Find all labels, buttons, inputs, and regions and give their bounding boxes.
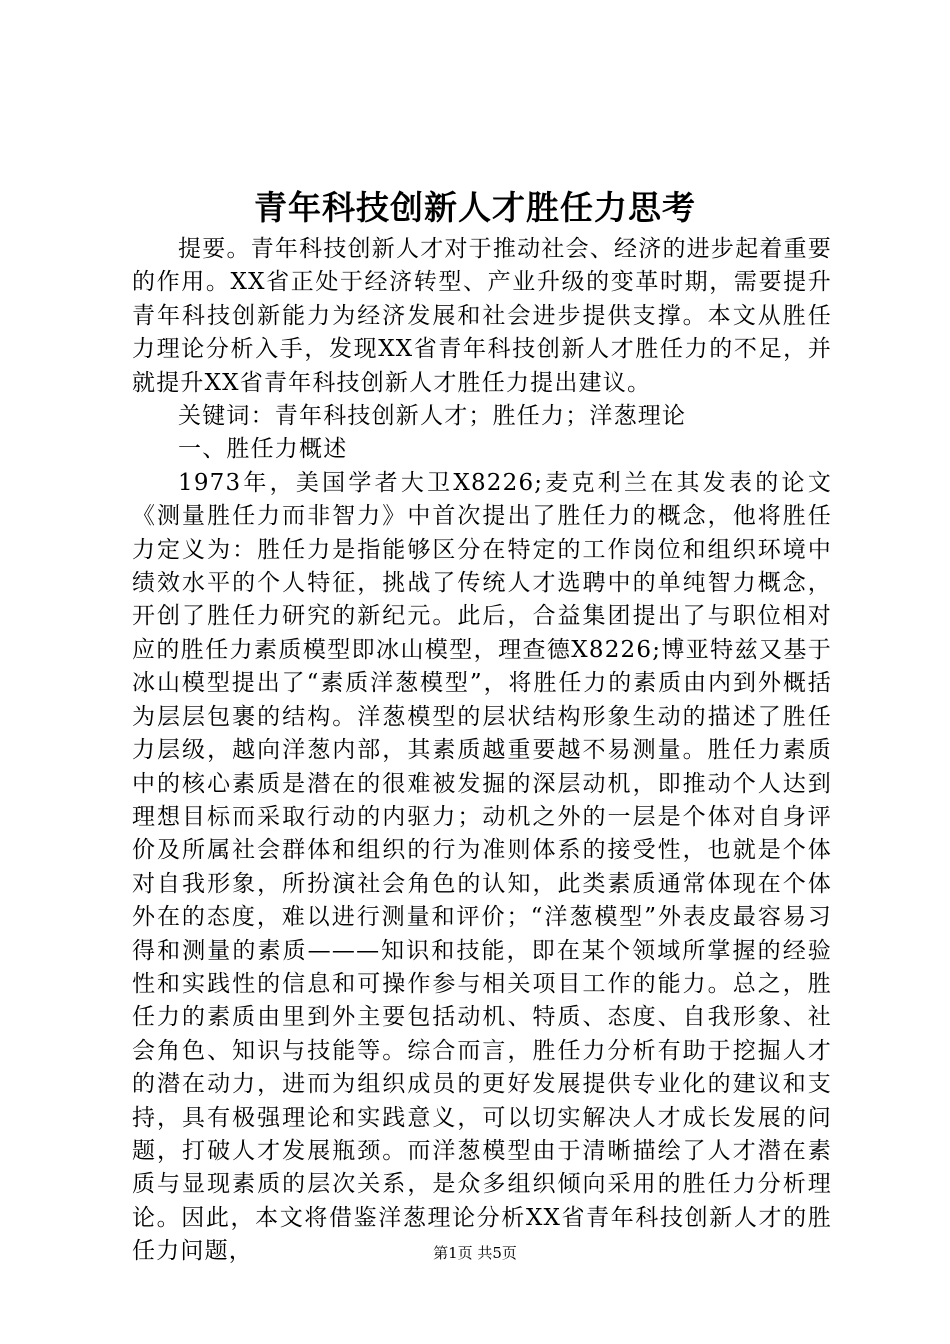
abstract-paragraph: 提要。青年科技创新人才对于推动社会、经济的进步起着重要的作用。XX省正处于经济转型、产业升级的变革时期，需要提升青年科技创新能力为经济发展和社会进步提供支撑。本文从胜任力理论分析入手，发现XX省青年科技创新人才胜任力的不足，并就提升XX省青年科技创新人才胜任力提出建议。 [132,236,832,396]
page-number-footer: 第1页 共5页 [433,1244,517,1262]
document-title: 青年科技创新人才胜任力思考 [254,188,696,227]
body-paragraph: 1973年，美国学者大卫X8226;麦克利兰在其发表的论文《测量胜任力而非智力》中首次提出了胜任力的概念，他将胜任力定义为：胜任力是指能够区分在特定的工作岗位和组织环境中绩效水平的个人特征，挑战了传统人才选聘中的单纯智力概念，开创了胜任力研究的新纪元。此后，合益集团提出了与职位相对应的胜任力素质模型即冰山模型，理查德X8226;博亚特兹又基于冰山模型提出了“素质洋葱模型”，将胜任力的素质由内到外概括为层层包裹的结构。洋葱模型的层状结构形象生动的描述了胜任力层级，越向洋葱内部，其素质越重要越不易测量。胜任力素质中的核心素质是潜在的很难被发掘的深层动机，即推动个人达到理想目标而采取行动的内驱力；动机之外的一层是个体对自身评价及所属社会群体和组织的行为准则体系的接受性，也就是个体对自我形象，所扮演社会角色的认知，此类素质通常体现在个体外在的态度，难以进行测量和评价；“洋葱模型”外表皮最容易习得和测量的素质———知识和技能，即在某个领域所掌握的经验性和实践性的信息和可操作参与相关项目工作的能力。总之，胜任力的素质由里到外主要包括动机、特质、态度、自我形象、社会角色、知识与技能等。综合而言，胜任力分析有助于挖掘人才的潜在动力，进而为组织成员的更好发展提供专业化的建议和支持，具有极强理论和实践意义，可以切实解决人才成长发展的问题，打破人才发展瓶颈。而洋葱模型由于清晰描绘了人才潜在素质与显现素质的层次关系，是众多组织倾向采用的胜任力分析理论。因此，本文将借鉴洋葱理论分析XX省青年科技创新人才的胜任力问题， [132,469,832,1265]
section-heading: 一、胜任力概述 [178,436,348,463]
keywords-paragraph: 关键词：青年科技创新人才；胜任力；洋葱理论 [178,403,687,430]
document-body [132,233,832,1269]
